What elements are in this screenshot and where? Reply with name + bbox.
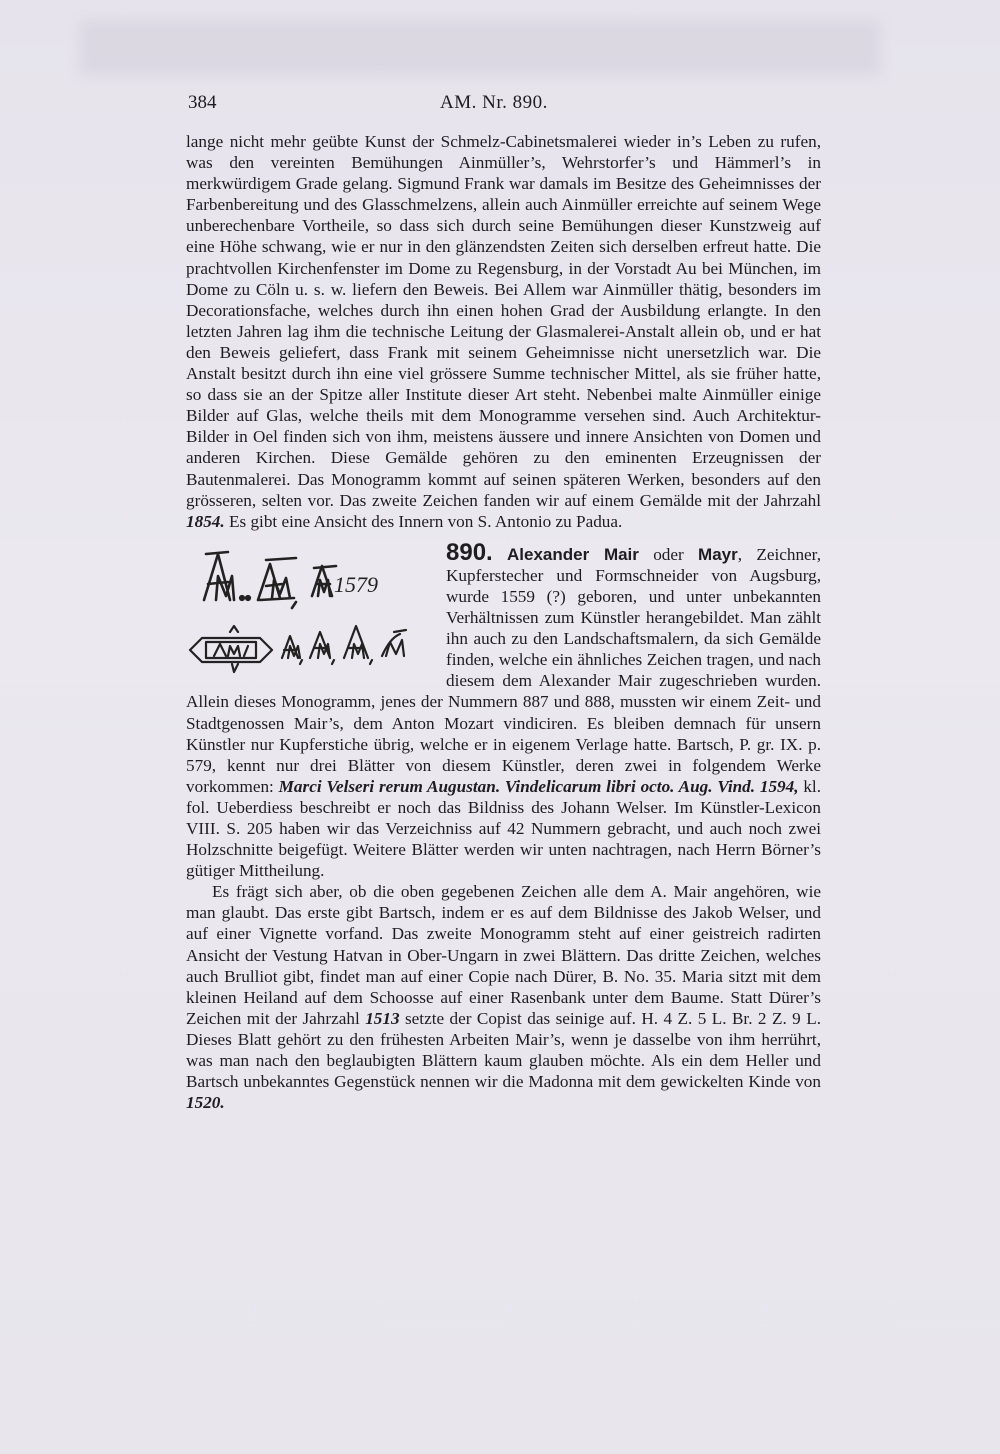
monogram-figure (186, 546, 436, 674)
bleed-through-shadow (80, 20, 880, 75)
paragraph-3-text-b: setzte der Copist das seinige auf. H. 4 Z. 5 L. Br. 2 Z. 9 L. Dieses Blatt gehört zu den frühesten Arbeiten Mair’s, wenn je dasselbe von ihm herrührt, was man nach den beglaubigten Blättern kaum glauben möchte. Als ein dem Heller und Bartsch unbekanntes Gegenstück nennen wir die Madonna mit dem gewickelten Kinde von (186, 1008, 821, 1092)
entry-text-a: 1579 , Zeichner, Kupferstecher und Formschneider von Augsburg, wurde 1559 (?) geboren, und unter unbekannten Verhältnissen zum Künstler herangebildet. Man zählt ihn auch zu den Landschaftsmalern, da sich Gemälde finden, welche ein ähnliches Zeichen tragen, und nach diesem dem Alexander Mair zugeschrieben wurden. Allein dieses Monogramm, jenes der Nummern 887 und 888, mussten wir einem Zeit- und Stadtgenossen Mair’s, dem Anton Mozart vindiciren. Es bleiben demnach für unsern Künstler nur Kupferstiche übrig, welche er in eigenem Verlage hatte. Bartsch, P. gr. IX. p. 579, kennt nur drei Blätter von diesem Künstler, deren zwei in folgendem Werke vorkommen: (186, 544, 822, 796)
entry-890 (186, 538, 822, 882)
year-1520: 1520. (186, 1093, 225, 1113)
paragraph-1-end: Es gibt eine Ansicht des Innern von S. Antonio zu Padua. (224, 511, 623, 531)
paragraph-3 (186, 881, 821, 1113)
book-title: Marci Velseri rerum Augustan. Vindelicarum libri octo. Aug. Vind. 1594, (278, 776, 799, 796)
entry-number: 890. (446, 538, 493, 566)
paragraph-1-text: lange nicht mehr geübte Kunst der Schmelz-Cabinetsmalerei wieder in’s Leben zu rufen, was den vereinten Bemühungen Ainmüller’s, Wehrstorfer’s und Hämmerl’s in merkwürdigem Grade gelang. Sigmund Frank war damals im Besitze des Geheimnisses der Farbenbereitung und des Glasschmelzens, allein auch Ainmüller erreichte auf seinem Wege unberechenbare Vortheile, so dass sich durch seine Bemühungen dieser Kunstzweig auf eine Höhe schwang, wie er nur in den glänzendsten Zeiten sich derselben erfreut hatte. Die prachtvollen Kirchenfenster im Dome zu Regensburg, in der Vorstadt Au bei München, im Dome zu Cöln u. s. w. liefern den Beweis. Bei Allem war Ainmüller thätig, besonders im Decorationsfache, welches durch ihn einen hohen Grad der Ausbildung erlangte. In den letzten Jahren lag ihm die technische Leitung der Glasmalerei-Anstalt allein ob, und er hat den Beweis geliefert, dass Frank mit seinem Geheimnisse nicht unersetzlich war. Die Anstalt besitzt durch ihn eine viel grössere Summe technischer Mittel, als sie früher hatte, so dass sie an der Spitze aller Institute dieser Art steht. Nebenbei malte Ainmüller einige Bilder auf Glas, welche theils mit dem Monogramme versehen sind. Auch Architektur-Bilder in Oel finden sich von ihm, meistens äussere und innere Ansichten von Domen und anderen Kirchen. Diese Gemälde gehören zu den eminenten Erzeugnissen der Bautenmalerei. Das Monogramm kommt auf seinen späteren Werken, besonders auf den grösseren, selten vor. Das zweite Zeichen fanden wir auf einem Gemälde mit der Jahrzahl (186, 132, 821, 510)
paragraph-1 (186, 131, 821, 532)
year-1513: 1513 (365, 1008, 400, 1028)
running-header (188, 92, 823, 122)
paragraph-3-text-a: Es frägt sich aber, ob die oben gegebenen Zeichen alle dem A. Mair angehören, wie man glaubt. Das erste gibt Bartsch, indem er es auf dem Bildnisse des Jakob Welser, und auf einer Vignette vorfand. Das zweite Monogramm steht auf einer geistreich radirten Ansicht der Vestung Hatvan in Ober-Ungarn in zwei Blättern. Das dritte Zeichen, welches auch Brulliot gibt, findet man auf einer Copie nach Dürer, B. No. 35. Maria sitzt mit dem kleinen Heiland auf dem Schoosse auf einer Rasenbank unter dem Baume. Statt Dürer’s Zeichen mit der Jahrzahl (186, 882, 821, 1028)
year-1854: 1854. (186, 511, 225, 531)
monogram-marks (186, 546, 436, 674)
page-number: 384 (188, 92, 217, 113)
entry-or: oder (638, 544, 699, 564)
entry-alt-name: Mayr (698, 544, 738, 564)
monogram-year: 1579 (334, 571, 378, 597)
entry-name: Alexander Mair (507, 544, 639, 564)
header-title: AM. Nr. 890. (440, 92, 548, 113)
text-body (186, 131, 821, 1113)
entry-text-b: kl. fol. Ueberdiess beschreibt er noch das Bildniss des Johann Welser. Im Künstler-Lexicon VIII. S. 205 haben wir das Verzeichniss auf 42 Nummern gebracht, und auch noch zwei Holzschnitte beigefügt. Weitere Blätter werden wir unten nachtragen, nach Herrn Börner’s gütiger Mittheilung. (186, 776, 821, 881)
entry-890-text (186, 538, 822, 882)
